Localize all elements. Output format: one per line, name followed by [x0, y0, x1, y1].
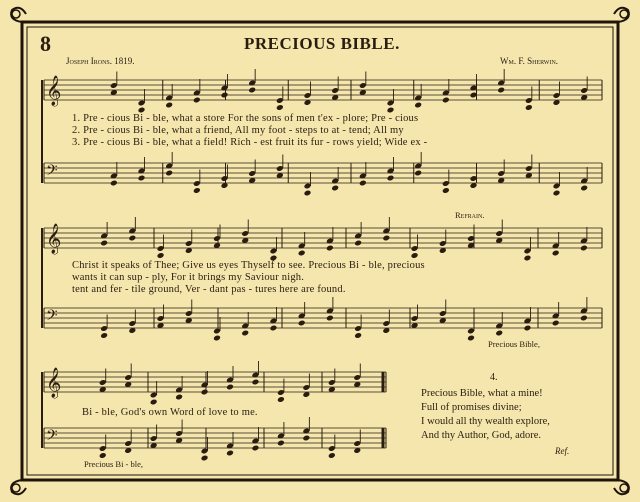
system3-note [252, 445, 260, 452]
system1-note [165, 170, 173, 177]
system2-note [580, 315, 588, 322]
system3-note [252, 379, 260, 386]
system3-note [226, 450, 234, 457]
lyricist-credit: Joseph Irons. 1819. [66, 56, 135, 66]
verse4-signature: Ref. [555, 446, 570, 456]
system2-lyric-verse3: tent and fer - tile ground, Ver - dant pas - tures here are found. [72, 284, 346, 295]
treble-clef: 𝄞 [46, 76, 62, 105]
system1-note [193, 97, 201, 104]
system1-note [304, 190, 312, 197]
system2-note [298, 250, 306, 257]
verse4-line: Precious Bible, what a mine! [421, 388, 543, 399]
system3-note [226, 384, 234, 391]
system2-note [552, 250, 560, 257]
system1-note [110, 180, 118, 187]
system2-note [128, 235, 136, 242]
system3-note [175, 394, 183, 401]
system2-note [552, 320, 560, 327]
system2-note [354, 240, 362, 247]
system2-note [495, 330, 503, 337]
system1-note [193, 187, 201, 194]
system2-note [467, 335, 475, 342]
system2-note [354, 332, 362, 339]
page-number: 8 [40, 31, 51, 56]
system1-note [248, 87, 256, 94]
system2-note [213, 335, 221, 342]
system1-note [387, 175, 395, 182]
system2-note [241, 330, 249, 337]
verse4-line: And thy Author, God, adore. [421, 430, 542, 441]
system1-note [525, 104, 533, 111]
system1-note [414, 102, 422, 109]
system1-note [414, 170, 422, 177]
system3-note [150, 399, 158, 406]
system2-note [382, 235, 390, 242]
system3-bass-words: Precious Bi - ble, [84, 459, 144, 469]
system3-note [201, 455, 209, 462]
system1-lyric-verse1: 1. Pre - cious Bi - ble, what a store For the sons of men t'ex - plore; Pre - cious [72, 113, 419, 124]
system1-note [359, 180, 367, 187]
system2-note [100, 240, 108, 247]
system1-note [165, 102, 173, 109]
system1-note [276, 104, 284, 111]
verse4-line: I would all thy wealth explore, [421, 416, 550, 427]
system1-note [442, 187, 450, 194]
treble-clef: 𝄞 [46, 224, 62, 253]
system1-note [442, 97, 450, 104]
treble-clef: 𝄞 [46, 368, 62, 397]
system1-note [221, 92, 229, 99]
system2-lyric-verse2: wants it can sup - ply, For it brings my Saviour nigh. [72, 272, 305, 283]
system1-note [331, 185, 339, 192]
system1-note [497, 87, 505, 94]
bass-clef: 𝄢 [46, 427, 58, 447]
system2-note [411, 252, 419, 259]
system1-note [138, 175, 146, 182]
system3-note [99, 452, 107, 459]
system2-note [326, 315, 334, 322]
system2-note [270, 325, 278, 332]
system2-note [580, 245, 588, 252]
system2-note [100, 332, 108, 339]
system3-note [277, 396, 285, 403]
system2-note [298, 320, 306, 327]
hymn-title: PRECIOUS BIBLE. [244, 34, 400, 53]
system2-bass-words: Precious Bible, [488, 339, 540, 349]
system1-note [553, 190, 561, 197]
system2-lyric-verse1: Christ it speaks of Thee; Give us eyes Thyself to see. Precious Bi - ble, precious [72, 260, 425, 271]
system3-lyric: Bi - ble, God's own Word of love to me. [82, 407, 258, 418]
system1-lyric-verse2: 2. Pre - cious Bi - ble, what a friend, All my foot - steps to at - tend; All my [72, 125, 404, 136]
system2-note [157, 252, 165, 259]
system3-note [277, 440, 285, 447]
system3-note [328, 452, 336, 459]
system2-note [326, 245, 334, 252]
system3-note [201, 389, 209, 396]
bass-clef: 𝄢 [46, 307, 58, 327]
system2-note [524, 255, 532, 262]
system1-note [580, 185, 588, 192]
bass-clef: 𝄢 [46, 162, 58, 182]
verse4-number: 4. [490, 372, 498, 383]
verse4-line: Full of promises divine; [421, 402, 522, 413]
refrain-label: Refrain. [455, 210, 485, 220]
composer-credit: Wm. F. Sherwin. [500, 56, 559, 66]
system2-note [524, 325, 532, 332]
system1-lyric-verse3: 3. Pre - cious Bi - ble, what a field! Rich - est fruit its fur - rows yield; Wide ex - [72, 137, 428, 148]
system3-note [302, 435, 310, 442]
